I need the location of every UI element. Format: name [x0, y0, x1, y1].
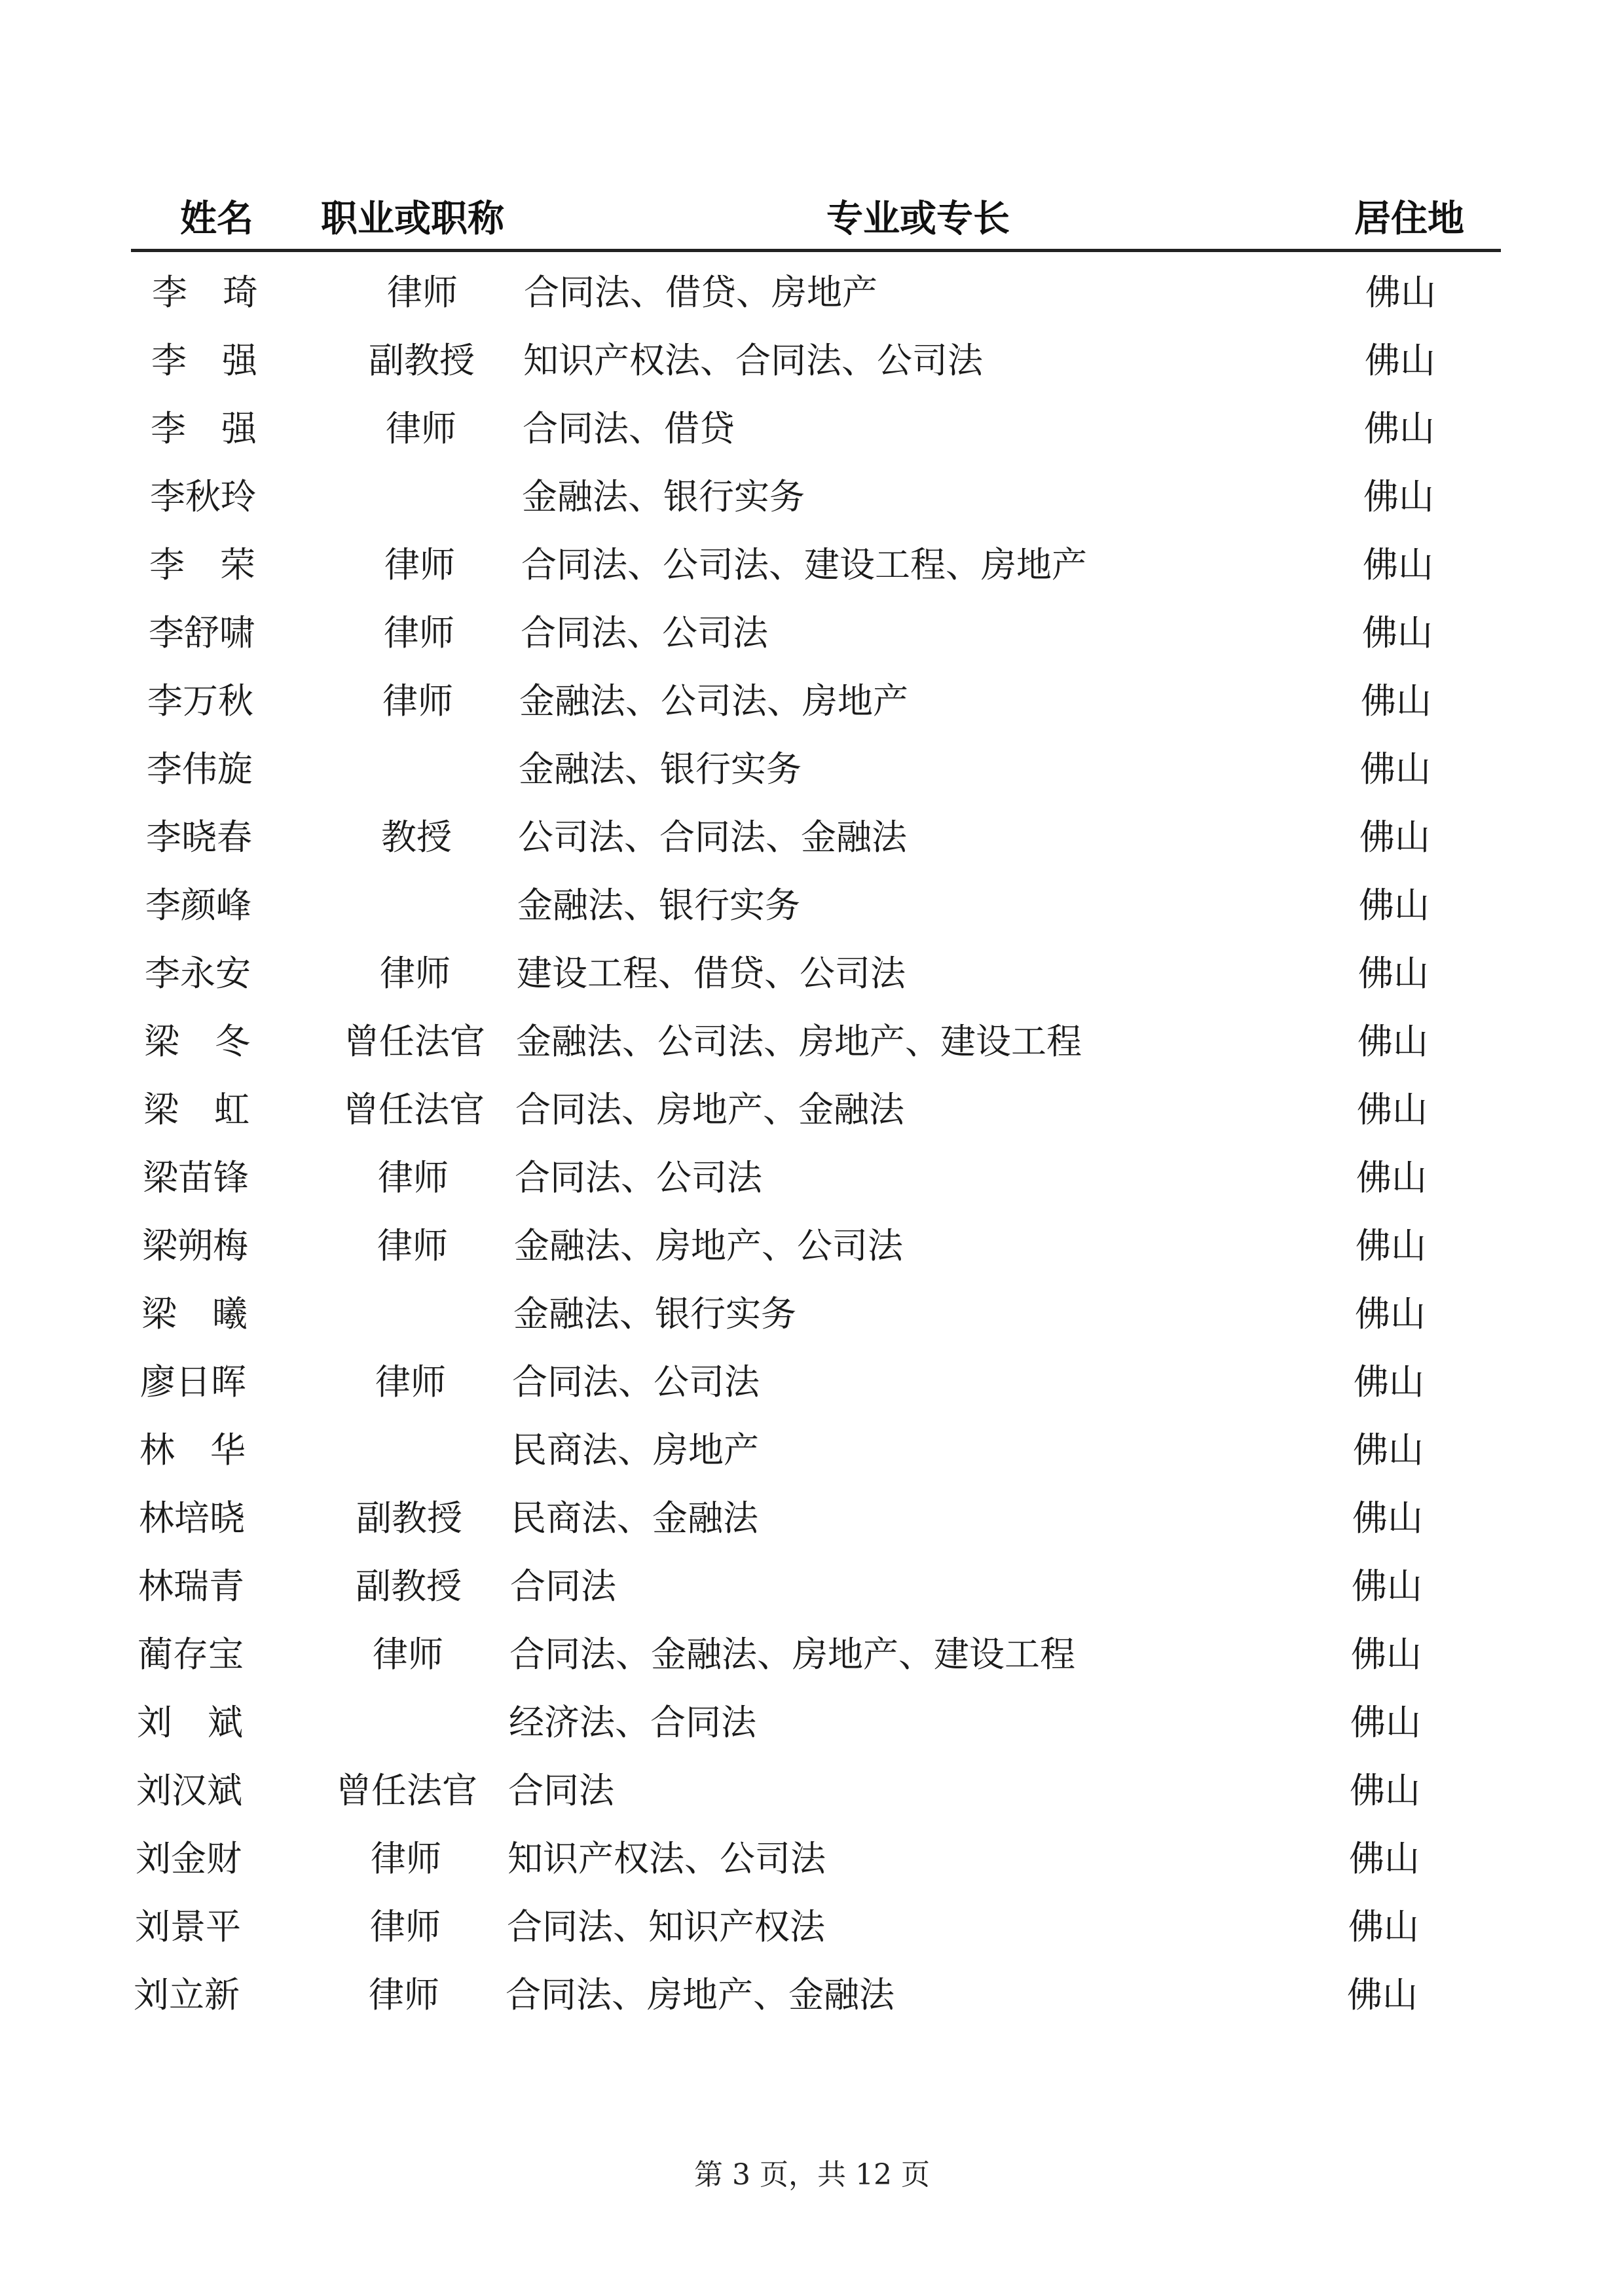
cell-name: 林瑞青: [138, 1566, 244, 1607]
cell-specialty: 经济法、合同法: [509, 1702, 756, 1743]
cell-specialty: 合同法、房地产、金融法: [506, 1974, 895, 2015]
cell-title: 律师: [386, 408, 456, 449]
cell-title: 曾任法官: [344, 1021, 485, 1062]
table-row: [0, 1144, 1615, 1212]
cell-name: 刘景平: [135, 1906, 241, 1947]
cell-specialty: 金融法、银行实务: [513, 1293, 796, 1334]
cell-residence: 佛山: [1354, 1361, 1424, 1403]
cell-specialty: 建设工程、借贷、公司法: [517, 953, 906, 994]
cell-residence: 佛山: [1358, 953, 1429, 994]
cell-residence: 佛山: [1347, 1974, 1418, 2015]
header-divider: [131, 249, 1501, 252]
cell-residence: 佛山: [1359, 885, 1430, 926]
cell-residence: 佛山: [1357, 1089, 1428, 1130]
table-row: [0, 1076, 1615, 1144]
table-row: [0, 1484, 1611, 1552]
cell-specialty: 合同法、知识产权法: [507, 1906, 825, 1947]
cell-residence: 佛山: [1352, 1497, 1423, 1539]
table-row: [0, 463, 1622, 531]
cell-name: 刘汉斌: [136, 1770, 242, 1811]
cell-specialty: 合同法: [508, 1770, 614, 1811]
cell-specialty: 金融法、公司法、房地产、建设工程: [516, 1021, 1082, 1062]
cell-specialty: 合同法、公司法: [512, 1361, 760, 1403]
cell-name: 李颜峰: [145, 885, 251, 926]
cell-name: 李 荣: [149, 544, 255, 585]
cell-specialty: 金融法、银行实务: [517, 885, 800, 926]
cell-title: 副教授: [369, 340, 475, 381]
header-name: 姓名: [180, 198, 253, 240]
cell-name: 梁 曦: [141, 1293, 248, 1334]
table-row: [0, 735, 1619, 803]
cell-residence: 佛山: [1359, 817, 1430, 858]
cell-title: 律师: [387, 272, 458, 313]
table-row: [0, 1552, 1610, 1621]
cell-name: 李秋玲: [150, 476, 256, 517]
cell-name: 李 强: [151, 408, 257, 449]
table-row: [0, 1280, 1614, 1348]
cell-residence: 佛山: [1357, 1021, 1428, 1062]
cell-name: 刘 斌: [137, 1702, 243, 1743]
table-row: [0, 1008, 1616, 1076]
cell-residence: 佛山: [1362, 612, 1433, 653]
table-row: [0, 1416, 1612, 1484]
header-residence: 居住地: [1354, 198, 1464, 240]
cell-specialty: 合同法、公司法: [515, 1157, 762, 1198]
cell-residence: 佛山: [1348, 1906, 1419, 1947]
cell-name: 李晓春: [146, 817, 252, 858]
cell-residence: 佛山: [1350, 1770, 1420, 1811]
cell-specialty: 合同法、借贷: [523, 408, 735, 449]
cell-name: 李舒啸: [149, 612, 255, 653]
cell-specialty: 合同法、公司法: [521, 612, 768, 653]
cell-residence: 佛山: [1351, 1634, 1422, 1675]
cell-specialty: 合同法、房地产、金融法: [515, 1089, 904, 1130]
page-footer: 第 3 页，共 12 页: [694, 2158, 930, 2192]
cell-title: 律师: [370, 1906, 441, 1947]
cell-name: 林 华: [139, 1429, 246, 1471]
cell-residence: 佛山: [1363, 476, 1434, 517]
cell-title: 副教授: [356, 1497, 462, 1539]
cell-residence: 佛山: [1356, 1157, 1427, 1198]
table-row: [0, 1621, 1610, 1689]
table-row: [0, 1689, 1609, 1757]
cell-title: 律师: [375, 1361, 446, 1403]
cell-specialty: 知识产权法、合同法、公司法: [523, 340, 983, 381]
table-row: [0, 872, 1617, 940]
cell-title: 曾任法官: [343, 1089, 485, 1130]
cell-residence: 佛山: [1365, 272, 1436, 313]
table-row: [0, 531, 1621, 599]
cell-residence: 佛山: [1361, 680, 1431, 722]
cell-title: 律师: [382, 680, 453, 722]
table-row: [0, 395, 1623, 463]
cell-title: 副教授: [356, 1566, 462, 1607]
table-row: [0, 1825, 1608, 1893]
table-row: [0, 599, 1621, 667]
header-specialty: 专业或专长: [826, 198, 1010, 240]
header-title: 职业或职称: [321, 198, 504, 240]
cell-name: 李万秋: [147, 680, 253, 722]
cell-specialty: 合同法、金融法、房地产、建设工程: [509, 1634, 1075, 1675]
table-row: [0, 1348, 1612, 1416]
cell-residence: 佛山: [1360, 748, 1431, 790]
cell-specialty: 金融法、银行实务: [519, 748, 802, 790]
cell-name: 李永安: [145, 953, 251, 994]
cell-residence: 佛山: [1364, 408, 1435, 449]
cell-name: 梁 虹: [143, 1089, 249, 1130]
cell-title: 律师: [369, 1974, 439, 2015]
cell-name: 李 强: [151, 340, 257, 381]
table-row: [0, 1212, 1614, 1280]
cell-name: 李伟旋: [147, 748, 253, 790]
cell-specialty: 合同法、公司法、建设工程、房地产: [521, 544, 1087, 585]
table-row: [0, 1961, 1606, 2029]
cell-specialty: 民商法、金融法: [511, 1497, 758, 1539]
table-row: [0, 667, 1619, 735]
table-header: [0, 190, 1624, 249]
cell-specialty: 民商法、房地产: [511, 1429, 759, 1471]
cell-residence: 佛山: [1353, 1429, 1424, 1471]
cell-title: 律师: [377, 1225, 448, 1266]
cell-residence: 佛山: [1355, 1293, 1426, 1334]
cell-residence: 佛山: [1363, 544, 1433, 585]
table-row: [0, 803, 1618, 872]
table-row: [0, 940, 1617, 1008]
cell-title: 律师: [371, 1838, 441, 1879]
cell-title: 曾任法官: [336, 1770, 477, 1811]
cell-title: 律师: [373, 1634, 443, 1675]
cell-residence: 佛山: [1365, 340, 1435, 381]
cell-name: 廖日晖: [140, 1361, 246, 1403]
cell-residence: 佛山: [1356, 1225, 1426, 1266]
cell-title: 律师: [384, 544, 455, 585]
cell-residence: 佛山: [1352, 1566, 1422, 1607]
cell-name: 蔺存宝: [138, 1634, 244, 1675]
cell-specialty: 知识产权法、公司法: [507, 1838, 826, 1879]
cell-specialty: 合同法: [510, 1566, 616, 1607]
cell-title: 律师: [384, 612, 454, 653]
cell-title: 教授: [381, 817, 452, 858]
table-row: [0, 327, 1623, 395]
cell-specialty: 金融法、房地产、公司法: [514, 1225, 903, 1266]
cell-name: 林培晓: [139, 1497, 245, 1539]
cell-name: 刘金财: [136, 1838, 242, 1879]
cell-specialty: 公司法、合同法、金融法: [518, 817, 907, 858]
cell-residence: 佛山: [1349, 1838, 1420, 1879]
cell-name: 梁 冬: [144, 1021, 250, 1062]
cell-name: 李 琦: [152, 272, 258, 313]
cell-name: 梁苗锋: [143, 1157, 249, 1198]
cell-title: 律师: [380, 953, 451, 994]
cell-specialty: 金融法、公司法、房地产: [519, 680, 908, 722]
cell-name: 梁朔梅: [142, 1225, 248, 1266]
table-row: [0, 259, 1624, 327]
cell-specialty: 合同法、借贷、房地产: [524, 272, 877, 313]
cell-name: 刘立新: [134, 1974, 240, 2015]
cell-title: 律师: [378, 1157, 449, 1198]
table-row: [0, 1757, 1608, 1825]
table-row: [0, 1893, 1607, 1961]
cell-residence: 佛山: [1350, 1702, 1421, 1743]
cell-specialty: 金融法、银行实务: [522, 476, 805, 517]
